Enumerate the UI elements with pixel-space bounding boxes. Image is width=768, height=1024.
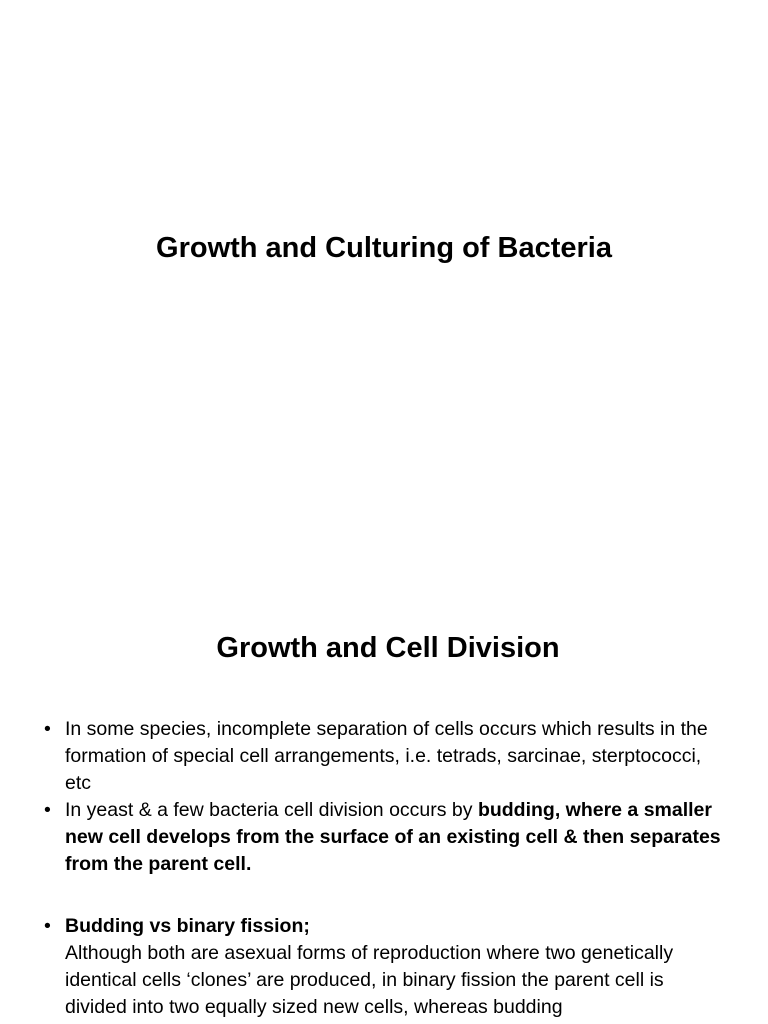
bullet-heading: Budding vs binary fission; bbox=[65, 915, 310, 937]
bullet-text-bold: budding, where a smaller new cell develops from the surface of an existing cell & then separates from the parent cell. bbox=[65, 799, 721, 875]
bullet-item-2 bbox=[44, 797, 724, 878]
bullet-list bbox=[44, 716, 724, 1021]
bullet-item-3 bbox=[44, 913, 724, 1021]
bullet-item-1 bbox=[44, 716, 724, 797]
bullet-paragraph: Although both are asexual forms of reproduction where two genetically identical cells ‘clones’ are produced, in binary fission the parent cell is divided into two equally sized new cells, whereas budding bbox=[65, 942, 674, 1018]
slide-2 bbox=[0, 576, 768, 1024]
bullet-text: In some species, incomplete separation of cells occurs which results in the formation of special cell arrangements, i.e. tetrads, sarcinae, sterptococci, etc bbox=[65, 718, 708, 794]
bullet-marker: • bbox=[44, 718, 51, 740]
bullet-marker: • bbox=[44, 799, 51, 821]
slide-1-title: Growth and Culturing of Bacteria bbox=[156, 232, 612, 264]
slide-2-title: Growth and Cell Division bbox=[216, 632, 560, 664]
bullet-text: In yeast & a few bacteria cell division occurs by bbox=[65, 799, 478, 821]
bullet-marker: • bbox=[44, 915, 51, 937]
